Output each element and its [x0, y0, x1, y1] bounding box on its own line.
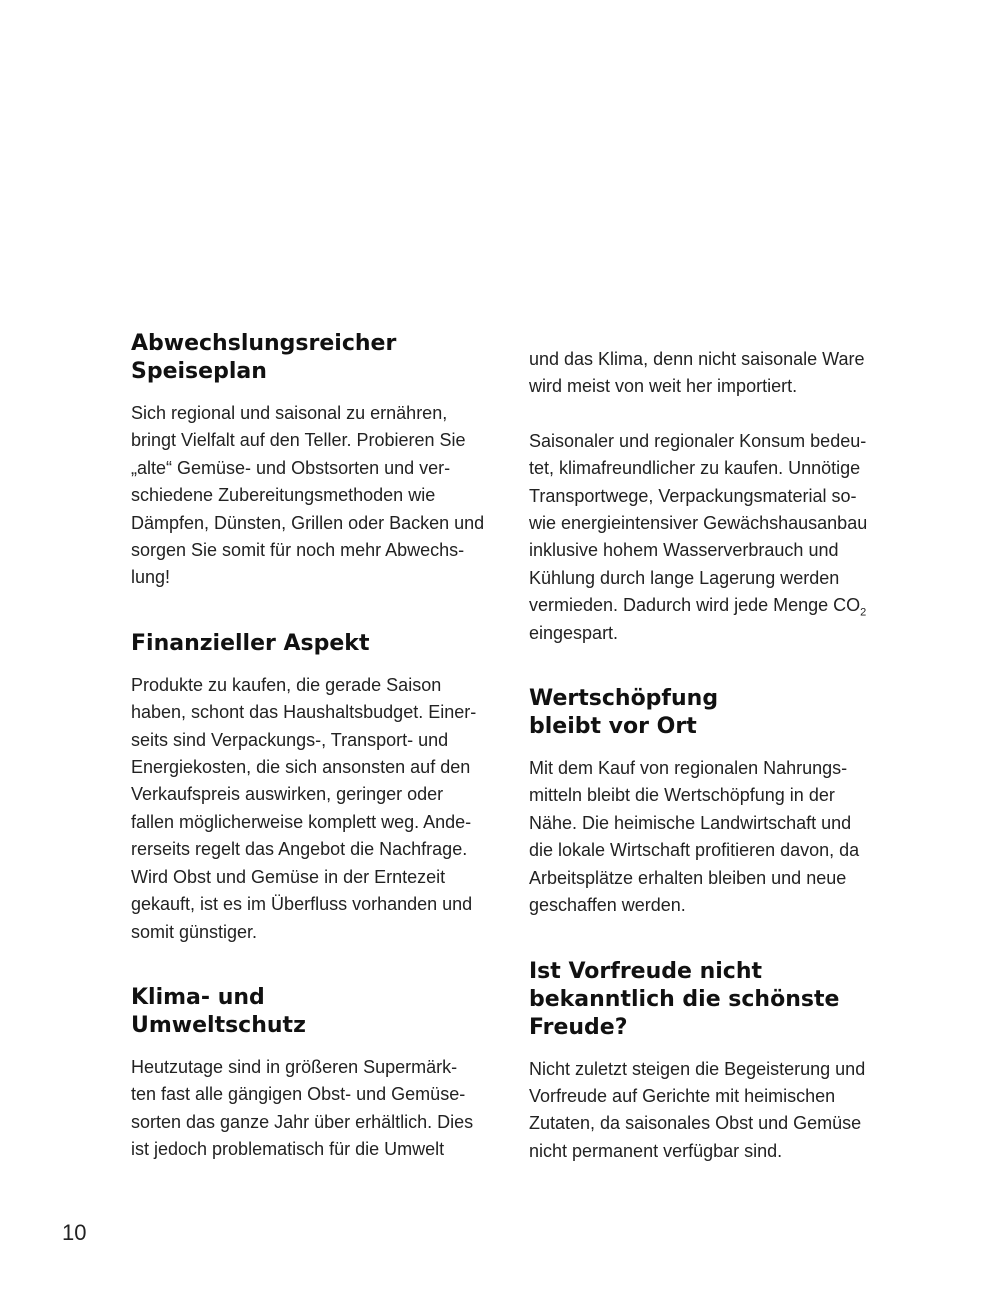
- right-column: [529, 346, 907, 1165]
- paragraph-continuation: und das Klima, denn nicht saisonale Ware wird meist von weit her importiert.: [529, 349, 865, 397]
- paragraph-vorfreude: Nicht zuletzt steigen die Begeisterung und Vorfreude auf Gerichte mit heimischen Zutaten, da saisonales Obst und Gemüse nicht permanent verfügbar sind.: [529, 1058, 866, 1161]
- co2-subscript: 2: [860, 606, 867, 619]
- heading-klima-umweltschutz: Klima- und Umweltschutz: [131, 984, 306, 1038]
- paragraph-finanzieller-aspekt: Produkte zu kaufen, die gerade Saison haben, schont das Haushaltsbudget. Einer- seits sind Verpackungs-, Transport- und Energiekosten, die sich ansonsten auf den Verkaufspreis auswirken, geringer oder fallen möglicherweise komplett weg. Ande- rerseits regelt das Angebot die Nachfrage. Wird Obst und Gemüse in der Erntezeit gekauft, ist es im Überfluss vorhanden und somit günstiger.: [131, 674, 477, 942]
- heading-wertschoepfung: Wertschöpfung bleibt vor Ort: [529, 686, 719, 740]
- heading-abwechslungsreicher-speiseplan: Abwechslungsreicher Speiseplan: [131, 331, 397, 384]
- paragraph-klima-umweltschutz: Heutzutage sind in größeren Supermärk- ten fast alle gängigen Obst- und Gemüse- sorten das ganze Jahr über erhältlich. Dies ist jedoch problematisch für die Umwelt: [131, 1056, 474, 1160]
- paragraph-co2-text: Saisonaler und regionaler Konsum bedeu- tet, klimafreundlicher zu kaufen. Unnötige Transportwege, Verpackungsmaterial so- wie energieintensiver Gewächshausanbau inklusive hohem Wasserverbrauch und Kühlung durch lange Lagerung werden vermieden. Dadurch wird jede Menge CO: [529, 430, 868, 616]
- heading-vorfreude: Ist Vorfreude nicht bekanntlich die schönste Freude?: [529, 958, 840, 1040]
- paragraph-speiseplan: Sich regional und saisonal zu ernähren, bringt Vielfalt auf den Teller. Probieren Sie „alte“ Gemüse- und Obstsorten und ver- schiedene Zubereitungsmethoden wie Dämpfen, Dünsten, Grillen oder Backen und sorgen Sie somit für noch mehr Abwechs- lung!: [131, 403, 485, 588]
- paragraph-co2-end: eingespart.: [529, 622, 619, 643]
- heading-finanzieller-aspekt: Finanzieller Aspekt: [131, 630, 370, 656]
- left-column: [131, 330, 509, 1164]
- paragraph-wertschoepfung: Mit dem Kauf von regionalen Nahrungs- mitteln bleibt die Wertschöpfung in der Nähe. Die heimische Landwirtschaft und die lokale Wirtschaft profitieren davon, da Arbeitsplätze erhalten bleiben und neue geschaffen werden.: [529, 758, 860, 916]
- paragraph-co2: [529, 428, 907, 647]
- page-number: 10: [62, 1220, 87, 1245]
